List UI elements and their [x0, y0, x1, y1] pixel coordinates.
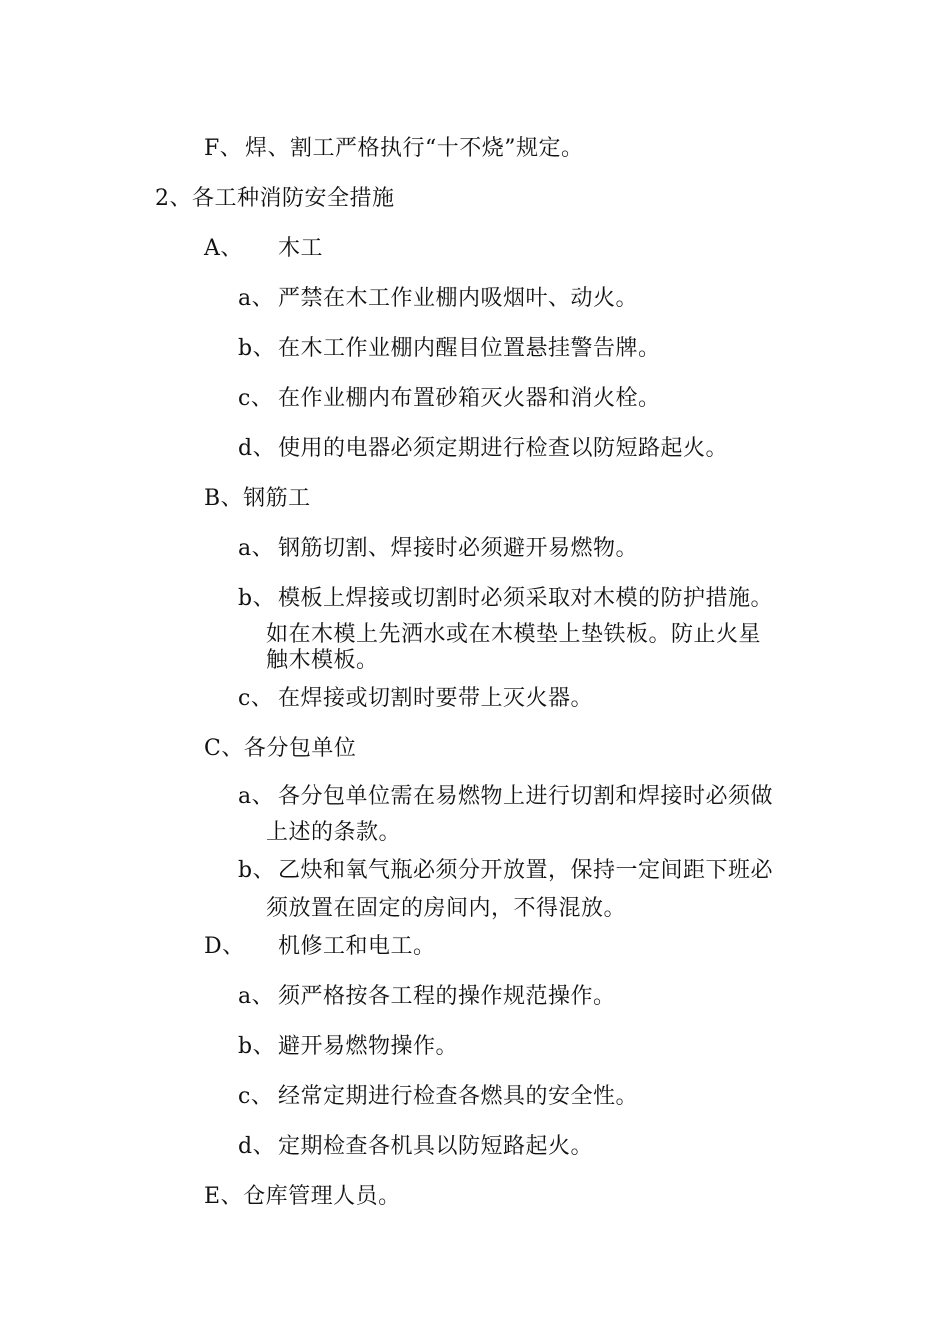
list-item	[238, 1084, 638, 1110]
item-marker: a、	[238, 286, 275, 311]
item-marker: d、	[238, 436, 276, 461]
item-text: 在作业棚内布置砂箱灭火器和消火栓。	[278, 386, 661, 411]
list-item	[238, 858, 773, 884]
item-marker: b、	[238, 858, 276, 883]
item-marker: c、	[238, 1084, 274, 1109]
list-item	[238, 784, 773, 810]
item-text: 模板上焊接或切割时必须采取对木模的防护措施。	[278, 586, 774, 611]
item-text: 钢筋切割、焊接时必须避开易燃物。	[278, 536, 639, 561]
group-marker: B、	[204, 486, 244, 511]
item-text: 严禁在木工作业棚内吸烟叶、动火。	[278, 286, 639, 311]
group-marker: E、	[204, 1184, 244, 1209]
section-heading	[155, 186, 395, 212]
item-text: 各分包单位需在易燃物上进行切割和焊接时必须做	[278, 784, 774, 809]
item-marker: c、	[238, 686, 274, 711]
item-marker: a、	[238, 536, 275, 561]
item-text: 在木工作业棚内醒目位置悬挂警告牌。	[278, 336, 661, 361]
group-c-heading	[204, 736, 356, 762]
item-marker: b、	[238, 1034, 276, 1059]
list-item	[238, 436, 728, 462]
item-text: 避开易燃物操作。	[278, 1034, 459, 1059]
item-marker: a、	[238, 984, 275, 1009]
item-text: 乙炔和氧气瓶必须分开放置，保持一定间距下班必	[278, 858, 774, 883]
list-item	[238, 286, 638, 312]
section-title: 各工种消防安全措施	[192, 186, 395, 211]
group-a-heading	[204, 236, 323, 262]
item-marker: b、	[238, 336, 276, 361]
group-title: 木工	[278, 236, 324, 261]
list-item	[238, 386, 661, 412]
group-title: 仓库管理人员。	[243, 1184, 401, 1209]
list-item	[238, 1034, 458, 1060]
section-number: 2、	[155, 186, 192, 211]
item-marker: d、	[238, 1134, 276, 1159]
item-text: 在焊接或切割时要带上灭火器。	[278, 686, 594, 711]
item-continuation: 触木模板。	[266, 648, 379, 673]
group-marker: C、	[204, 736, 244, 761]
item-text: 焊、割工严格执行“十不烧”规定。	[245, 136, 584, 161]
item-f	[204, 136, 584, 162]
group-title: 各分包单位	[243, 736, 357, 761]
group-title: 钢筋工	[243, 486, 311, 511]
group-marker: D、	[204, 934, 245, 959]
list-item	[238, 984, 616, 1010]
item-text: 经常定期进行检查各燃具的安全性。	[278, 1084, 639, 1109]
list-item	[238, 536, 638, 562]
list-item	[238, 586, 773, 612]
item-marker: F、	[204, 136, 243, 161]
group-title: 机修工和电工。	[278, 934, 436, 959]
group-marker: A、	[204, 236, 243, 261]
item-continuation: 须放置在固定的房间内，不得混放。	[266, 896, 627, 921]
item-text: 定期检查各机具以防短路起火。	[278, 1134, 594, 1159]
list-item	[238, 1134, 593, 1160]
item-text: 使用的电器必须定期进行检查以防短路起火。	[278, 436, 729, 461]
group-b-heading	[204, 486, 311, 512]
item-continuation: 如在木模上先洒水或在木模垫上垫铁板。防止火星	[266, 622, 762, 647]
item-continuation: 上述的条款。	[266, 820, 402, 845]
list-item	[238, 336, 661, 362]
group-d-heading	[204, 934, 436, 960]
item-marker: c、	[238, 386, 274, 411]
item-marker: a、	[238, 784, 275, 809]
list-item	[238, 686, 593, 712]
item-text: 须严格按各工程的操作规范操作。	[278, 984, 616, 1009]
item-marker: b、	[238, 586, 276, 611]
group-e-heading	[204, 1184, 401, 1210]
